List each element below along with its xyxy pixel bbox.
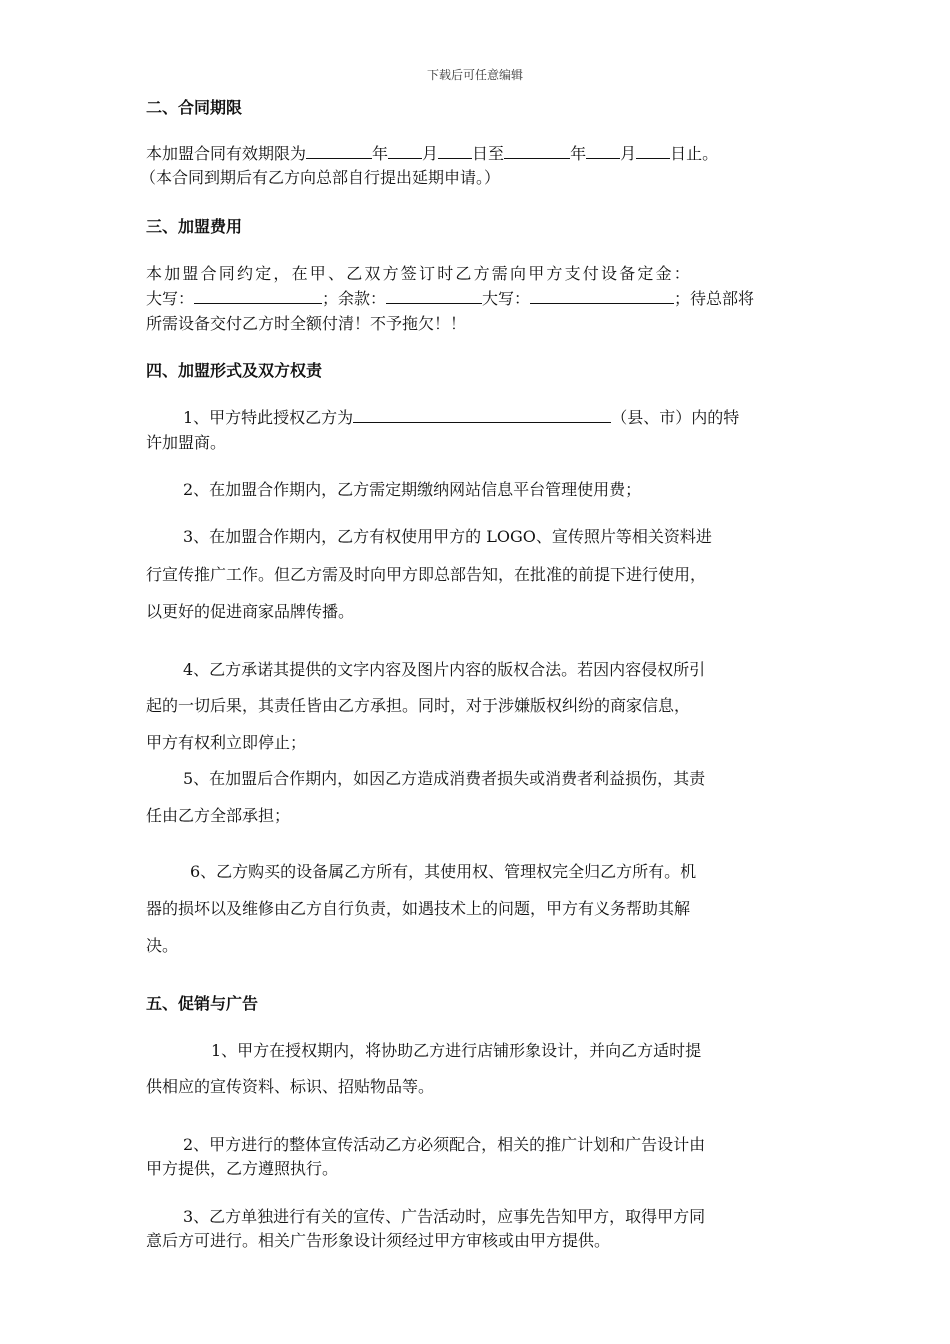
balance-blank: [386, 289, 482, 304]
region-blank: [353, 408, 611, 423]
section-4-item-4-line-1: 4、乙方承诺其提供的文字内容及图片内容的版权合法。若因内容侵权所引: [183, 660, 706, 679]
section-5-item-2-line-2: 甲方提供，乙方遵照执行。: [146, 1159, 339, 1178]
term-text: 本加盟合同有效期限为: [146, 144, 307, 163]
year-label: 年: [570, 144, 587, 163]
section-4-item-3-line-1: 3、在加盟合作期内，乙方有权使用甲方的 LOGO、宣传照片等相关资料进: [183, 527, 712, 546]
section-5-item-1-line-1: 1、甲方在授权期内，将协助乙方进行店铺形象设计，并向乙方适时提: [211, 1041, 702, 1060]
section-2-line-2: （本合同到期后有乙方向总部自行提出延期申请。）: [140, 168, 501, 187]
section-4-item-2: 2、在加盟合作期内，乙方需定期缴纳网站信息平台管理使用费；: [183, 480, 642, 499]
section-4-item-3-line-3: 以更好的促进商家品牌传播。: [146, 602, 355, 621]
start-day-blank: [438, 144, 472, 159]
county-city-text: （县、市）内的特: [611, 408, 740, 427]
section-5-item-1-line-2: 供相应的宣传资料、标识、招贴物品等。: [146, 1077, 435, 1096]
end-month-blank: [586, 144, 620, 159]
authorize-text: 1、甲方特此授权乙方为: [183, 408, 354, 427]
section-5-item-3-line-2: 意后方可进行。相关广告形象设计须经过甲方审核或由甲方提供。: [146, 1231, 611, 1250]
section-4-item-3-line-2: 行宣传推广工作。但乙方需及时向甲方即总部告知，在批准的前提下进行使用，: [146, 565, 707, 584]
section-4-item-6-line-2: 器的损坏以及维修由乙方自行负责，如遇技术上的问题，甲方有义务帮助其解: [146, 899, 691, 918]
section-4-item-4-line-3: 甲方有权利立即停止；: [146, 733, 307, 752]
section-3-line-2: [146, 286, 814, 309]
section-4-item-5-line-1: 5、在加盟后合作期内，如因乙方造成消费者损失或消费者利益损伤，其责: [183, 769, 706, 788]
year-label: 年: [372, 144, 389, 163]
section-5-title: 五、促销与广告: [146, 994, 259, 1013]
section-3-line-3: 所需设备交付乙方时全额付清！不予拖欠！！: [146, 314, 467, 333]
section-5-item-2-line-1: 2、甲方进行的整体宣传活动乙方必须配合，相关的推广计划和广告设计由: [183, 1135, 706, 1154]
section-3-title: 三、加盟费用: [146, 217, 243, 236]
section-3-line-1: 本加盟合同约定，在甲、乙双方签订时乙方需向甲方支付设备定金：: [146, 264, 693, 283]
capital-label: 大写：: [482, 289, 531, 308]
balance-capital-blank: [530, 289, 674, 304]
capital-label: 大写：: [146, 289, 195, 308]
start-year-blank: [306, 144, 372, 159]
day-to-label: 日至: [472, 144, 505, 163]
section-4-item-1-cont: 许加盟商。: [146, 433, 227, 452]
balance-label: ；余款：: [322, 289, 387, 308]
start-month-blank: [388, 144, 422, 159]
day-end-label: 日止。: [670, 144, 719, 163]
page-header: 下载后可任意编辑: [426, 68, 523, 82]
deposit-capital-blank: [194, 289, 322, 304]
section-4-title: 四、加盟形式及双方权责: [146, 361, 323, 380]
end-day-blank: [636, 144, 670, 159]
section-4-item-6-line-3: 决。: [146, 936, 179, 955]
section-4-item-4-line-2: 起的一切后果，其责任皆由乙方承担。同时，对于涉嫌版权纠纷的商家信息，: [146, 696, 691, 715]
section-2-title: 二、合同期限: [146, 98, 243, 117]
month-label: 月: [620, 144, 637, 163]
section-4-item-1: [183, 405, 851, 428]
section-5-item-3-line-1: 3、乙方单独进行有关的宣传、广告活动时，应事先告知甲方，取得甲方同: [183, 1207, 706, 1226]
end-year-blank: [504, 144, 570, 159]
section-2-line-1: [146, 141, 814, 164]
pending-text: ；待总部将: [674, 289, 755, 308]
section-4-item-5-line-2: 任由乙方全部承担；: [146, 806, 291, 825]
section-4-item-6-line-1: 6、乙方购买的设备属乙方所有，其使用权、管理权完全归乙方所有。机: [190, 862, 697, 881]
month-label: 月: [422, 144, 439, 163]
